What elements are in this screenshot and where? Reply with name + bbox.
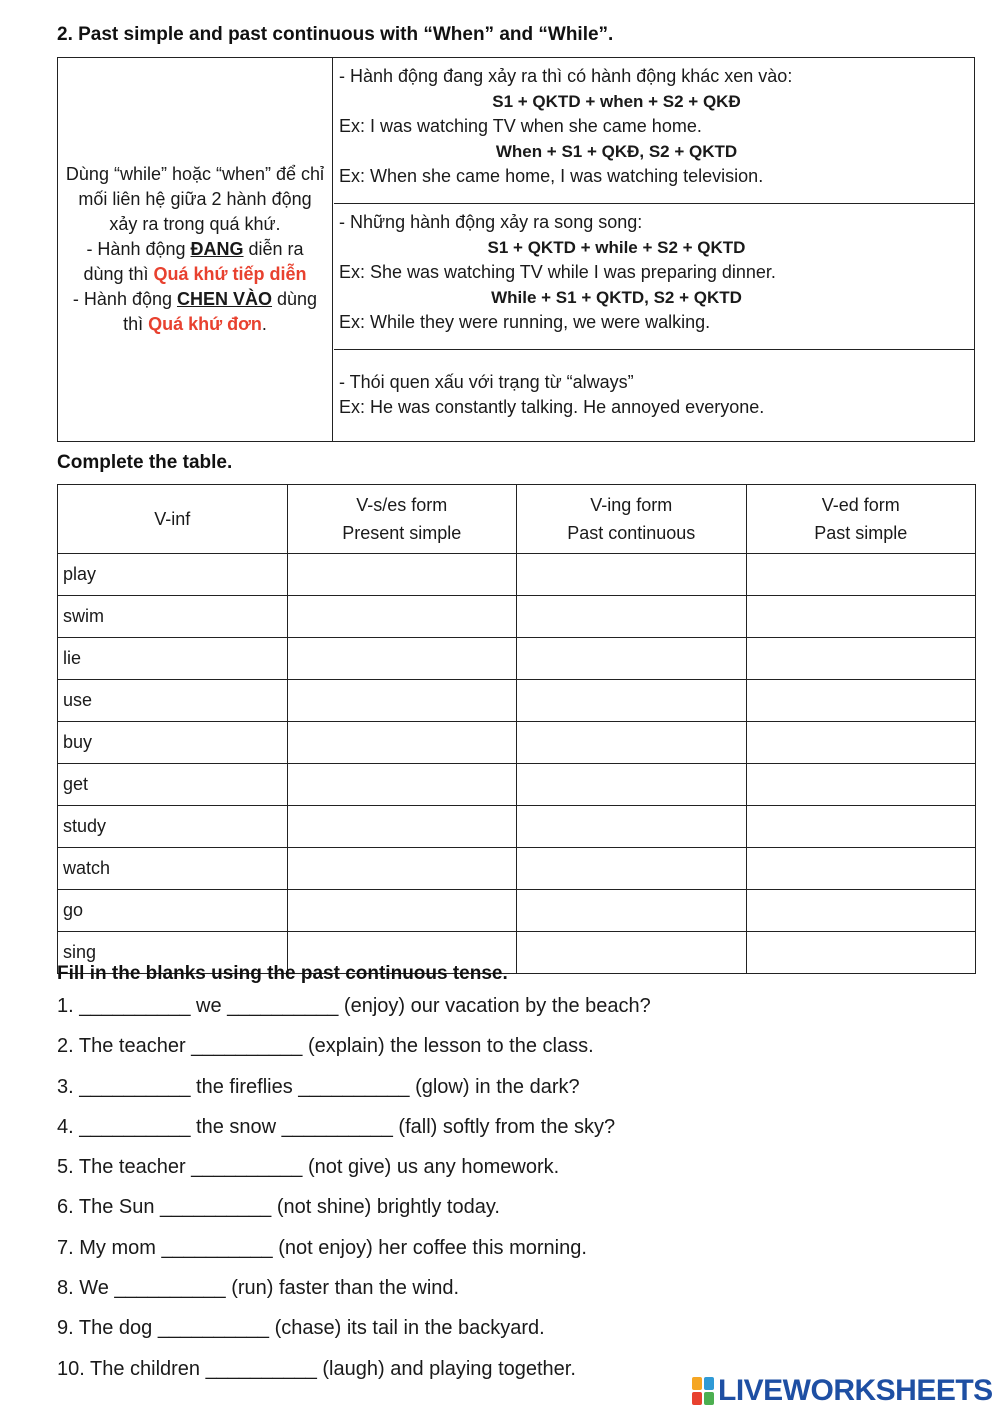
rule-parallel-actions: - Những hành động xảy ra song song: S1 + QKTD + while + S2 + QKTD Ex: She was watching TV while I was preparing dinner. While + S1 + QKTD, S2 + QKTD Ex: While they were running, we were walking. [334,204,974,350]
logo-icon [692,1377,714,1405]
ved-answer-cell[interactable] [746,554,976,596]
tense-past-continuous: Quá khứ tiếp diễn [153,264,307,284]
table-row [58,806,976,848]
grammar-explanation: Dùng “while” hoặc “when” để chỉ mối liên hệ giữa 2 hành động xảy ra trong quá khứ. - Hành động ĐANG diễn ra dùng thì Quá khứ tiếp diễn - Hành động CHEN VÀO dùng thì Quá khứ đơn. [58,58,333,441]
column-header: V-inf [58,485,288,554]
rule-bad-habit: - Thói quen xấu với trạng từ “always” Ex: He was constantly talking. He annoyed everyone. [334,350,974,441]
vs-answer-cell[interactable] [287,848,517,890]
table-row [58,848,976,890]
verb-cell: get [58,764,288,806]
ving-answer-cell[interactable] [517,890,747,932]
vs-answer-cell[interactable] [287,638,517,680]
ved-answer-cell[interactable] [746,596,976,638]
ving-answer-cell[interactable] [517,932,747,974]
verb-cell: study [58,806,288,848]
column-header: V-s/es form Present simple [287,485,517,554]
rule-interrupted-action: - Hành động đang xảy ra thì có hành động khác xen vào: S1 + QKTD + when + S2 + QKĐ Ex: I was watching TV when she came home. When + S1 + QKĐ, S2 + QKTD Ex: When she came home, I was watching television. [334,64,974,204]
table-heading: Complete the table. [57,452,233,473]
formula: S1 + QKTD + while + S2 + QKTD [487,238,746,257]
exercise-item[interactable]: 9. The dog __________ (chase) its tail in the backyard. [57,1317,545,1340]
ving-answer-cell[interactable] [517,554,747,596]
verb-cell: go [58,890,288,932]
logo-square [704,1377,714,1390]
verb-cell: play [58,554,288,596]
ving-answer-cell[interactable] [517,806,747,848]
verb-forms-table [57,484,976,974]
table-row [58,890,976,932]
exercise-item[interactable]: 2. The teacher __________ (explain) the lesson to the class. [57,1035,594,1058]
vs-answer-cell[interactable] [287,722,517,764]
verb-cell: buy [58,722,288,764]
tense-past-simple: Quá khứ đơn [148,314,262,334]
ving-answer-cell[interactable] [517,680,747,722]
verb-cell: sing [58,932,288,974]
table-row [58,680,976,722]
logo-square [704,1392,714,1405]
table-row [58,596,976,638]
vs-answer-cell[interactable] [287,806,517,848]
example: Ex: She was watching TV while I was preparing dinner. [339,262,776,282]
exercise-item[interactable]: 5. The teacher __________ (not give) us any homework. [57,1156,560,1179]
example: Ex: When she came home, I was watching television. [339,166,764,186]
vs-answer-cell[interactable] [287,554,517,596]
verb-cell: swim [58,596,288,638]
ved-answer-cell[interactable] [746,722,976,764]
exercise-item[interactable]: 1. __________ we __________ (enjoy) our vacation by the beach? [57,995,651,1017]
exercise-item[interactable]: 10. The children __________ (laugh) and playing together. [57,1357,576,1380]
exercise-item[interactable]: 8. We __________ (run) faster than the wind. [57,1277,460,1300]
grammar-table [57,57,975,442]
exercise-item[interactable]: 3. __________ the fireflies __________ (glow) in the dark? [57,1075,580,1098]
explanation-intro: Dùng “while” hoặc “when” để chỉ mối liên hệ giữa 2 hành động xảy ra trong quá khứ. [65,164,325,234]
ved-answer-cell[interactable] [746,806,976,848]
liveworksheets-logo [692,1374,993,1408]
example: Ex: While they were running, we were walking. [339,312,711,332]
vs-answer-cell[interactable] [287,680,517,722]
table-row [58,638,976,680]
column-header: V-ed form Past simple [746,485,976,554]
exercise-item[interactable]: 7. My mom __________ (not enjoy) her coffee this morning. [57,1236,587,1259]
keyword-chen-vao: CHEN VÀO [177,289,273,309]
keyword-dang: ĐANG [190,239,244,259]
ved-answer-cell[interactable] [746,638,976,680]
vs-answer-cell[interactable] [287,764,517,806]
table-row [58,764,976,806]
formula: S1 + QKTD + when + S2 + QKĐ [492,92,741,111]
ving-answer-cell[interactable] [517,722,747,764]
formula: When + S1 + QKĐ, S2 + QKTD [495,142,738,161]
vs-answer-cell[interactable] [287,596,517,638]
formula: While + S1 + QKTD, S2 + QKTD [491,288,742,307]
ved-answer-cell[interactable] [746,932,976,974]
ving-answer-cell[interactable] [517,638,747,680]
section-heading: 2. Past simple and past continuous with “When” and “While”. [57,24,614,45]
logo-square [692,1392,702,1405]
ving-answer-cell[interactable] [517,848,747,890]
logo-square [692,1377,702,1390]
ved-answer-cell[interactable] [746,764,976,806]
vs-answer-cell[interactable] [287,890,517,932]
logo-text: LIVEWORKSHEETS [718,1374,993,1407]
table-row [58,554,976,596]
verb-cell: lie [58,638,288,680]
exercise-item[interactable]: 6. The Sun __________ (not shine) brightly today. [57,1196,500,1219]
ved-answer-cell[interactable] [746,848,976,890]
ved-answer-cell[interactable] [746,890,976,932]
ved-answer-cell[interactable] [746,680,976,722]
column-header: V-ing form Past continuous [517,485,747,554]
example: Ex: I was watching TV when she came home. [339,116,702,136]
example: Ex: He was constantly talking. He annoyed everyone. [339,397,765,417]
ving-answer-cell[interactable] [517,764,747,806]
table-row [58,722,976,764]
ving-answer-cell[interactable] [517,596,747,638]
fill-heading: Fill in the blanks using the past continuous tense. [57,963,508,984]
verb-cell: use [58,680,288,722]
verb-cell: watch [58,848,288,890]
exercise-item[interactable]: 4. __________ the snow __________ (fall) softly from the sky? [57,1115,616,1138]
exercise-list [57,992,651,1395]
